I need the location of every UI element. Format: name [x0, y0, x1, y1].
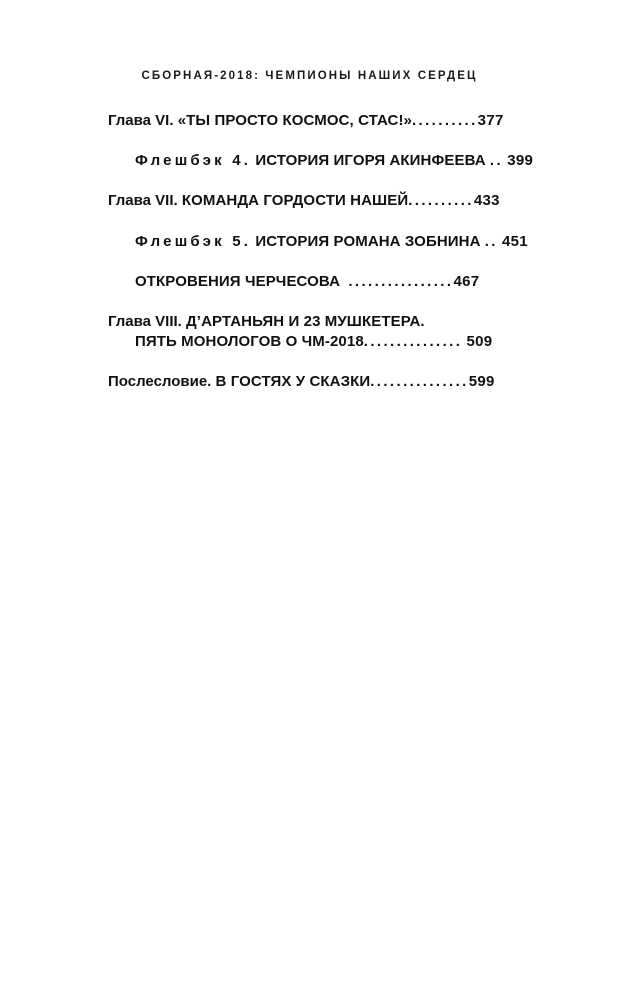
toc-entry-leader: .. — [484, 233, 498, 250]
toc-entry-prefix: Флешбэк 5. — [135, 233, 252, 250]
running-head: СБОРНАЯ-2018: ЧЕМПИОНЫ НАШИХ СЕРДЕЦ — [141, 70, 478, 82]
toc-entry-prefix: Глава VII. — [108, 192, 178, 209]
toc-entry-title: ИСТОРИЯ ИГОРЯ АКИНФЕЕВА — [255, 152, 486, 169]
toc-entry-leader: .......... — [411, 112, 478, 129]
toc-entry-title: ИСТОРИЯ РОМАНА ЗОБНИНА — [255, 233, 481, 250]
toc-entry-page-number: 433 — [473, 192, 500, 209]
toc-entry-page-number: 377 — [477, 112, 504, 129]
toc-entry-title: «ТЫ ПРОСТО КОСМОС, СТАС!» — [177, 112, 412, 129]
toc-entry-title: КОМАНДА ГОРДОСТИ НАШЕЙ — [181, 192, 409, 209]
toc-entry-page-number: 451 — [502, 233, 528, 250]
toc-entry-title-line-2: ПЯТЬ МОНОЛОГОВ О ЧМ-2018 — [135, 333, 364, 350]
toc-entry-page-number: 467 — [453, 273, 480, 290]
toc-entry-prefix: Флешбэк 4. — [135, 152, 252, 169]
toc-entry-leader: ............... — [370, 373, 469, 390]
toc-entry-prefix: Глава VI. — [108, 112, 174, 129]
toc-entry-leader: .......... — [408, 192, 474, 209]
toc-entry-leader: ................ — [348, 273, 454, 290]
toc-entry-title: ОТКРОВЕНИЯ ЧЕРЧЕСОВА — [135, 273, 340, 290]
toc-entry-title-line-1: Д’АРТАНЬЯН И 23 МУШКЕТЕРА. — [186, 313, 425, 330]
toc-entry-leader: .. — [489, 152, 504, 169]
toc-entry-prefix: Послесловие. — [108, 373, 212, 390]
toc-entry-prefix: Глава VIII. — [108, 313, 182, 330]
toc-entry-title: В ГОСТЯХ У СКАЗКИ — [215, 373, 371, 390]
toc-entry-page-number: 599 — [468, 373, 495, 390]
toc-entry-page-number: 509 — [466, 333, 493, 350]
toc-entry-page-number: 399 — [507, 152, 534, 169]
toc-entry-leader: ............... — [363, 333, 463, 350]
